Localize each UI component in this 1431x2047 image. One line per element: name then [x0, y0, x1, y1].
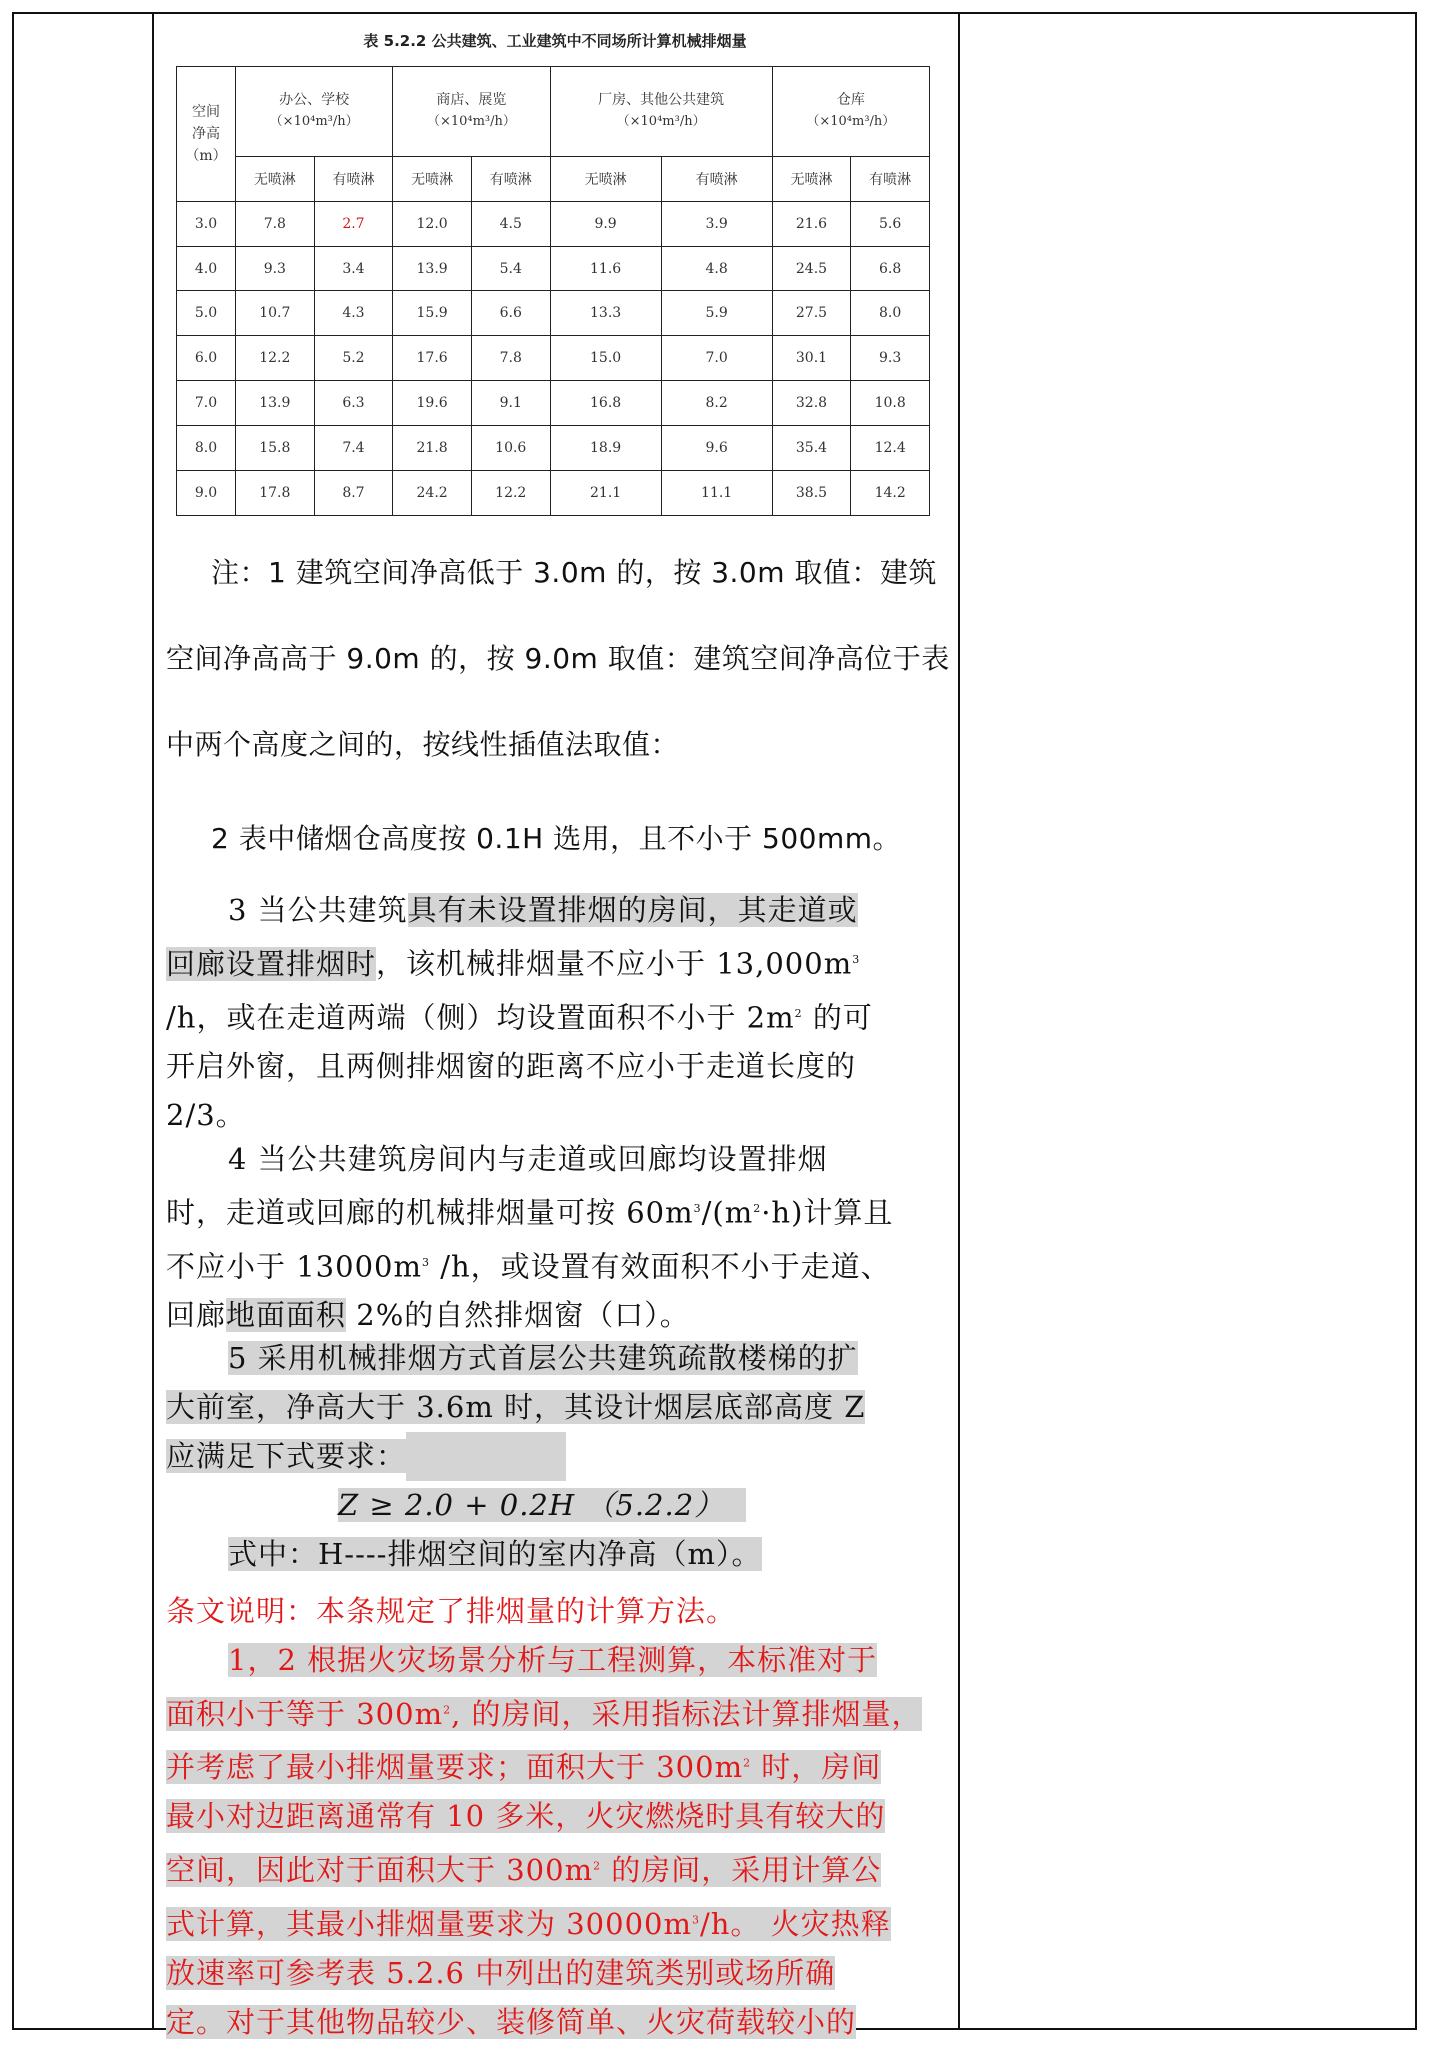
explanation-heading: 条文说明：本条规定了排烟量的计算方法。: [166, 1594, 737, 1628]
sub-header: 无喷淋: [550, 156, 661, 201]
value-cell: 4.3: [314, 291, 393, 336]
table-caption: 表 5.2.2 公共建筑、工业建筑中不同场所计算机械排烟量: [363, 32, 747, 50]
value-cell: 8.0: [851, 291, 930, 336]
frame-left-border: [12, 12, 14, 2030]
value-cell: 5.9: [661, 291, 772, 336]
group-header: 厂房、其他公共建筑 （×10⁴m³/h）: [550, 67, 772, 157]
table-row: [177, 381, 930, 426]
group-header: 办公、学校 （×10⁴m³/h）: [236, 67, 393, 157]
superscript: 2: [743, 1756, 752, 1770]
value-cell: 15.8: [236, 426, 315, 471]
item4-line2: [166, 1184, 946, 1238]
value-cell: 8.2: [661, 381, 772, 426]
sub-header: 有喷淋: [851, 156, 930, 201]
item4-text: 2%的自然排烟窗（口）。: [346, 1298, 690, 1333]
value-cell: 9.3: [851, 336, 930, 381]
item5-line2: [166, 1383, 946, 1432]
value-cell: 9.3: [236, 246, 315, 291]
value-cell: 38.5: [772, 471, 851, 516]
explanation-line8: [166, 1998, 946, 2047]
sub-header: 有喷淋: [661, 156, 772, 201]
sub-header: 有喷淋: [314, 156, 393, 201]
item3-highlight: 回廊设置排烟时: [166, 946, 377, 981]
item3-line1: [166, 886, 946, 935]
clause-item-3: [166, 886, 946, 1140]
item3-highlight: 具有未设置排烟的房间，其走道或: [407, 893, 858, 927]
value-cell: 6.3: [314, 381, 393, 426]
superscript: 3: [421, 1255, 430, 1269]
table-body: [177, 201, 930, 515]
height-cell: 8.0: [177, 426, 236, 471]
value-cell: 30.1: [772, 336, 851, 381]
superscript: 2: [593, 1859, 602, 1873]
formula-line: [166, 1481, 946, 1530]
frame-col2-border: [958, 12, 960, 2030]
superscript: 3: [691, 1912, 700, 1926]
height-cell: 7.0: [177, 381, 236, 426]
value-cell: 3.9: [661, 201, 772, 246]
note-line-3: 中两个高度之间的，按线性插值法取值：: [166, 728, 680, 761]
explanation-line5: [166, 1841, 946, 1895]
value-cell: 12.2: [471, 471, 550, 516]
value-cell: 21.6: [772, 201, 851, 246]
explanation-line6: [166, 1895, 946, 1949]
value-cell: 21.8: [393, 426, 472, 471]
value-cell: 24.2: [393, 471, 472, 516]
table-row: [177, 291, 930, 336]
value-cell: 27.5: [772, 291, 851, 336]
item4-line1: 4 当公共建筑房间内与走道或回廊均设置排烟: [228, 1142, 828, 1176]
item3-line5: 2/3。: [166, 1098, 246, 1133]
explanation-text: 并考虑了最小排烟量要求；面积大于 300m: [166, 1750, 744, 1785]
superscript: 2: [443, 1703, 452, 1716]
value-cell: 15.9: [393, 291, 472, 336]
sub-header: 无喷淋: [393, 156, 472, 201]
superscript: 3: [693, 1202, 702, 1215]
clause-item-4: [166, 1135, 946, 1340]
value-cell: 4.5: [471, 201, 550, 246]
value-cell: 3.4: [314, 246, 393, 291]
explanation-text: 式计算，其最小排烟量要求为 30000m: [166, 1906, 692, 1941]
superscript: 2: [794, 1006, 803, 1020]
sub-header: 无喷淋: [772, 156, 851, 201]
group-header: 仓库 （×10⁴m³/h）: [772, 67, 929, 157]
value-cell: 7.0: [661, 336, 772, 381]
item4-text: 回廊: [166, 1298, 227, 1333]
explanation-line2: [166, 1685, 946, 1739]
height-cell: 4.0: [177, 246, 236, 291]
table-row: [177, 471, 930, 516]
value-cell: 7.8: [471, 336, 550, 381]
item3-line2: [166, 935, 946, 989]
explanation-text: , 的房间，采用指标法计算排烟量，: [451, 1696, 922, 1731]
explanation-line7: [166, 1949, 946, 1998]
frame-col1-border: [152, 12, 154, 2030]
explanation-line3: [166, 1739, 946, 1793]
item3-text: 3 当公共建筑: [228, 893, 408, 927]
clause-explanation: [166, 1587, 946, 2047]
note-line-2: 空间净高高于 9.0m 的，按 9.0m 取值：建筑空间净高位于表: [166, 642, 950, 675]
value-cell: 6.6: [471, 291, 550, 336]
item5-highlight: 5 采用机械排烟方式首层公共建筑疏散楼梯的扩: [228, 1341, 858, 1375]
value-cell: 2.7: [314, 201, 393, 246]
value-cell: 5.6: [851, 201, 930, 246]
note-line-4: 2 表中储烟仓高度按 0.1H 选用，且不小于 500mm。: [211, 822, 901, 855]
value-cell: 6.8: [851, 246, 930, 291]
group-header: 商店、展览 （×10⁴m³/h）: [393, 67, 550, 157]
value-cell: 16.8: [550, 381, 661, 426]
explanation-text: /h。 火灾热释: [699, 1906, 891, 1941]
value-cell: 18.9: [550, 426, 661, 471]
item4-text: ·h)计算且: [761, 1195, 894, 1230]
item3-text: /h，或在走道两端（侧）均设置面积不小于 2m: [166, 1000, 795, 1035]
value-cell: 17.8: [236, 471, 315, 516]
height-cell: 6.0: [177, 336, 236, 381]
item5-line1: [166, 1334, 946, 1383]
table-row: [177, 201, 930, 246]
item4-text: 不应小于 13000m: [166, 1249, 422, 1284]
note-block-4: [166, 822, 946, 856]
value-cell: 35.4: [772, 426, 851, 471]
explanation-highlight: 最小对边距离通常有 10 多米，火灾燃烧时具有较大的: [166, 1799, 886, 1834]
note-block-2: [166, 642, 950, 676]
item5-where: [166, 1530, 946, 1579]
explanation-text: 空间，因此对于面积大于 300m: [166, 1852, 594, 1887]
note-line-1: 注：1 建筑空间净高低于 3.0m 的，按 3.0m 取值：建筑: [211, 556, 937, 589]
sub-header: 有喷淋: [471, 156, 550, 201]
explanation-line4: [166, 1792, 946, 1841]
value-cell: 10.8: [851, 381, 930, 426]
value-cell: 11.1: [661, 471, 772, 516]
value-cell: 9.9: [550, 201, 661, 246]
explanation-text: 的房间，采用计算公: [601, 1852, 882, 1887]
explanation-highlight: 放速率可参考表 5.2.6 中列出的建筑类别或场所确: [166, 1955, 836, 1990]
explanation-text: 面积小于等于 300m: [166, 1696, 444, 1731]
height-cell: 9.0: [177, 471, 236, 516]
value-cell: 9.6: [661, 426, 772, 471]
item5-line3: [166, 1432, 946, 1481]
item5-highlight: 式中：H----排烟空间的室内净高（m）。: [228, 1537, 762, 1571]
explanation-highlight: 定。对于其他物品较少、装修简单、火灾荷载较小的: [166, 2004, 857, 2039]
item4-text: 时，走道或回廊的机械排烟量可按 60m: [166, 1195, 694, 1230]
value-cell: 5.2: [314, 336, 393, 381]
smoke-exhaust-table: [176, 66, 930, 516]
superscript: 2: [753, 1202, 762, 1215]
frame-right-border: [1415, 12, 1417, 2030]
note-block-3: [166, 728, 946, 762]
value-cell: 10.6: [471, 426, 550, 471]
value-cell: 7.4: [314, 426, 393, 471]
item3-text: ，该机械排烟量不应小于 13,000m: [376, 946, 853, 981]
value-cell: 4.8: [661, 246, 772, 291]
value-cell: 12.0: [393, 201, 472, 246]
item4-line4: [166, 1291, 946, 1340]
explanation-line1: [166, 1636, 946, 1685]
item5-highlight: 大前室，净高大于 3.6m 时，其设计烟层底部高度 Z: [166, 1390, 866, 1424]
item5-highlight: 应满足下式要求：: [166, 1439, 407, 1473]
value-cell: 12.2: [236, 336, 315, 381]
value-cell: 13.9: [393, 246, 472, 291]
value-cell: 21.1: [550, 471, 661, 516]
value-cell: 11.6: [550, 246, 661, 291]
item4-line3: [166, 1238, 946, 1292]
table-row: [177, 246, 930, 291]
value-cell: 12.4: [851, 426, 930, 471]
superscript: 3: [852, 953, 861, 966]
height-cell: 3.0: [177, 201, 236, 246]
explanation-highlight: 1，2 根据火灾场景分析与工程测算，本标准对于: [228, 1643, 878, 1677]
sub-header: 无喷淋: [236, 156, 315, 201]
value-cell: 14.2: [851, 471, 930, 516]
item3-line3: [166, 989, 946, 1043]
explanation-text: 时，房间: [751, 1750, 882, 1785]
value-cell: 15.0: [550, 336, 661, 381]
value-cell: 17.6: [393, 336, 472, 381]
value-cell: 19.6: [393, 381, 472, 426]
value-cell: 8.7: [314, 471, 393, 516]
value-cell: 10.7: [236, 291, 315, 336]
clause-item-5: [166, 1334, 946, 1579]
value-cell: 7.8: [236, 201, 315, 246]
item3-line4: 开启外窗，且两侧排烟窗的距离不应小于走道长度的: [166, 1049, 857, 1084]
frame-top-border: [12, 12, 1416, 14]
value-cell: 13.9: [236, 381, 315, 426]
table-row: [177, 426, 930, 471]
table-row: [177, 336, 930, 381]
note-block: [166, 556, 946, 590]
value-cell: 32.8: [772, 381, 851, 426]
height-cell: 5.0: [177, 291, 236, 336]
item3-text: 的可: [802, 1000, 873, 1035]
value-cell: 24.5: [772, 246, 851, 291]
value-cell: 5.4: [471, 246, 550, 291]
item4-text: /(m: [701, 1195, 754, 1230]
item4-text: /h，或设置有效面积不小于走道、: [429, 1249, 891, 1284]
value-cell: 13.3: [550, 291, 661, 336]
formula-5-2-2: Z ≥ 2.0 + 0.2H （5.2.2）: [338, 1488, 746, 1522]
row-header-cell: 空间 净高 （m）: [177, 67, 236, 202]
item4-highlight: 地面面积: [226, 1298, 347, 1333]
value-cell: 9.1: [471, 381, 550, 426]
